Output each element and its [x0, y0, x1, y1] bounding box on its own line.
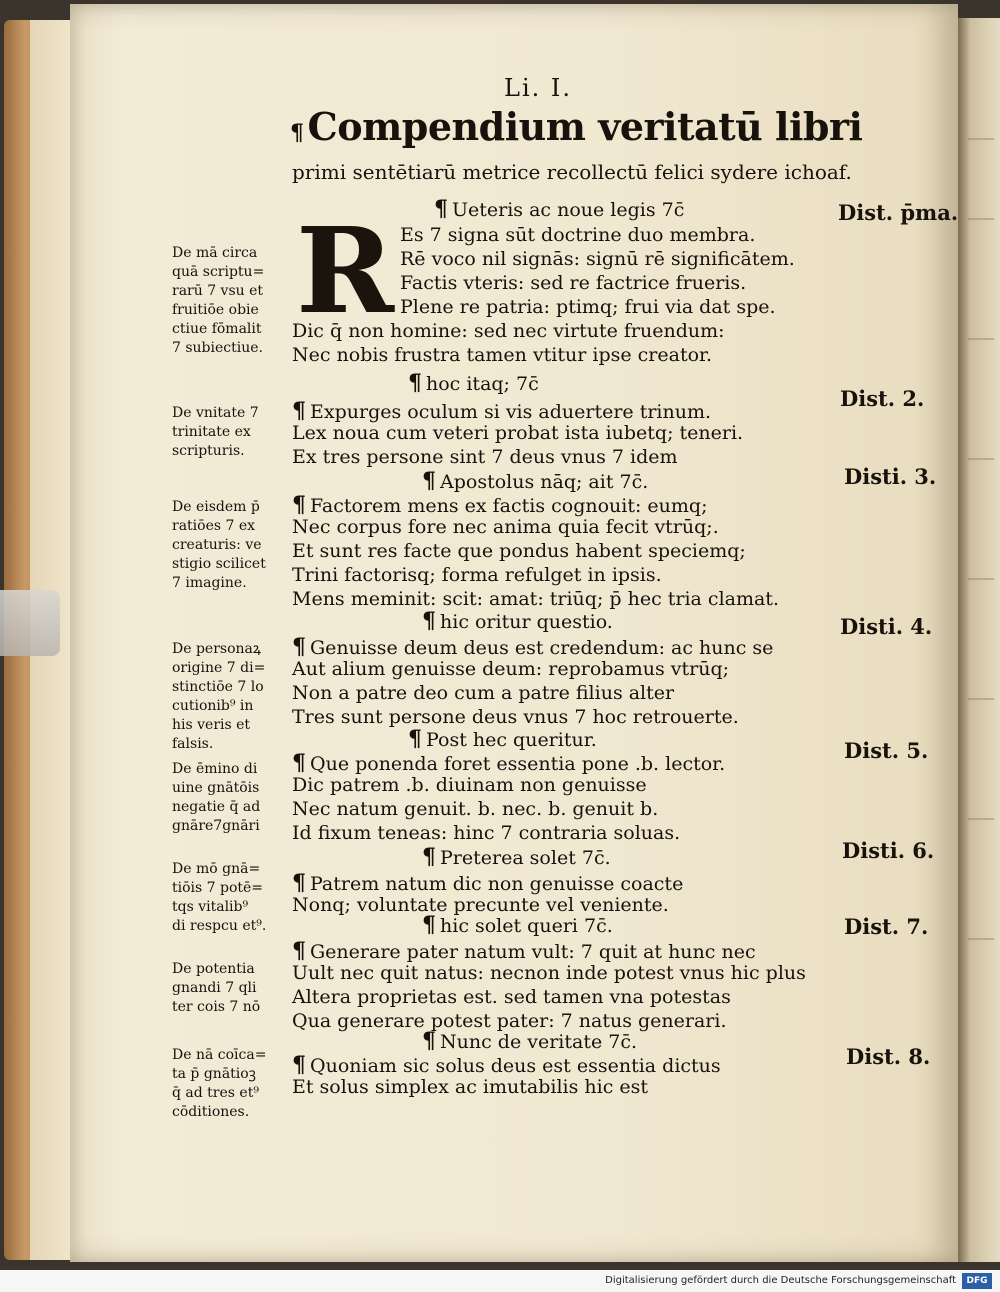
cue-line — [422, 1028, 637, 1054]
pilcrow-icon: ¶ — [422, 468, 436, 494]
margin-gloss — [172, 404, 259, 461]
gloss-line: creaturis: ve — [172, 537, 262, 553]
pilcrow-icon: ¶ — [292, 750, 306, 776]
verse-line: Id fixum teneas: hinc 7 contraria soluas. — [292, 822, 681, 844]
gloss-line: gnandi 7 qli — [172, 980, 257, 996]
cue-text: Preterea solet 7c̄. — [440, 847, 611, 869]
verse-line: Nec natum genuit. b. nec. b. genuit b. — [292, 798, 659, 820]
verse-line: Nec nobis frustra tamen vtitur ipse creator. — [292, 344, 713, 366]
verse-line — [292, 492, 707, 518]
pilcrow-icon: ¶ — [408, 726, 422, 752]
pilcrow-icon: ¶ — [290, 120, 304, 146]
verse-text: Genuisse deum deus est credendum: ac hunc se — [310, 637, 774, 659]
distinction-label: Disti. 3. — [844, 464, 937, 489]
pilcrow-icon: ¶ — [292, 492, 306, 518]
gloss-line: ter cois 7 nō — [172, 999, 261, 1015]
gloss-line: tqs vitalib⁹ — [172, 899, 249, 915]
cue-text: hic solet queri 7c̄. — [440, 915, 613, 937]
verse-line: Altera proprietas est. sed tamen vna potestas — [292, 986, 731, 1008]
margin-gloss — [172, 760, 260, 836]
margin-gloss — [172, 498, 266, 593]
margin-gloss — [172, 640, 265, 754]
page-clip — [0, 590, 60, 656]
gloss-line: rarū 7 vsu et — [172, 283, 264, 299]
verse-line: Nonq; voluntate precunte vel veniente. — [292, 894, 669, 916]
verse-line — [292, 938, 756, 964]
verse-line: Ex tres persone sint 7 deus vnus 7 idem — [292, 446, 678, 468]
funding-notice: Digitalisierung gefördert durch die Deutsche Forschungsgemeinschaft — [605, 1275, 956, 1286]
distinction-label: Dist. 7. — [844, 914, 929, 939]
pilcrow-icon: ¶ — [292, 634, 306, 660]
verse-line: Lex noua cum veteri probat ista iubetq; teneri. — [292, 422, 744, 444]
gloss-line: De nā coīca= — [172, 1047, 267, 1063]
verse-text: Generare pater natum vult: 7 quit at hunc nec — [310, 941, 756, 963]
pilcrow-icon: ¶ — [292, 398, 306, 424]
pilcrow-icon: ¶ — [422, 1028, 436, 1054]
verse-line — [292, 634, 773, 660]
gloss-line: De potentia — [172, 961, 255, 977]
cue-text: Nunc de veritate 7c̄. — [440, 1031, 638, 1053]
verse-line: Dic patrem .b. diuinam non genuisse — [292, 774, 647, 796]
book-page — [70, 4, 958, 1262]
gloss-line: origine 7 di= — [172, 660, 266, 676]
distinction-label: Dist. 2. — [840, 386, 925, 411]
verse-line: Trini factorisq; forma refulget in ipsis. — [292, 564, 662, 586]
pilcrow-icon: ¶ — [422, 608, 436, 634]
cue-text: Ueteris ac noue legis 7c̄ — [452, 199, 685, 221]
gloss-line: De ēmino di — [172, 761, 258, 777]
verse-line: Nec corpus fore nec anima quia fecit vtrūq;. — [292, 516, 719, 538]
cue-text: Post hec queritur. — [426, 729, 597, 751]
verse-line: Rē voco nil signās: signū rē significātem. — [400, 248, 795, 270]
gloss-line: gnāre7gnāri — [172, 818, 260, 834]
gloss-line: quā scriptu= — [172, 264, 265, 280]
verse-line: Qua generare potest pater: 7 natus generari. — [292, 1010, 727, 1032]
folio-number: Li. I. — [504, 74, 572, 102]
verse-line: Tres sunt persone deus vnus 7 hoc retrouerte. — [292, 706, 739, 728]
gloss-line: cōditiones. — [172, 1104, 250, 1120]
title-line-1: Compendium veritatū libri — [307, 104, 863, 149]
verse-line: Factis vteris: sed re factrice frueris. — [400, 272, 747, 294]
distinction-label: Disti. 4. — [840, 614, 933, 639]
cue-line — [422, 608, 613, 634]
verse-line: Mens meminit: scit: amat: triūq; p̄ hec tria clamat. — [292, 588, 779, 610]
verse-text: Quoniam sic solus deus est essentia dictus — [310, 1055, 721, 1077]
pilcrow-icon: ¶ — [292, 870, 306, 896]
gloss-line: fruitiōe obie — [172, 302, 259, 318]
verse-text: Que ponenda foret essentia pone .b. lector. — [310, 753, 726, 775]
verse-line — [292, 1052, 721, 1078]
cue-line — [422, 468, 648, 494]
verse-text: Factorem mens ex factis cognouit: eumq; — [310, 495, 708, 517]
cue-line — [422, 912, 613, 938]
page-title — [290, 104, 862, 149]
gloss-line: 7 imagine. — [172, 575, 247, 591]
distinction-label: Dist. 8. — [846, 1044, 931, 1069]
distinction-label: Disti. 6. — [842, 838, 935, 863]
verse-line — [292, 398, 711, 424]
dfg-logo: DFG — [962, 1273, 992, 1289]
facing-page-edge — [958, 18, 1000, 1262]
verse-line: Dic q̄ non homine: sed nec virtute fruendum: — [292, 320, 725, 342]
gloss-line: di respcu et⁹. — [172, 918, 267, 934]
gloss-line: his veris et — [172, 717, 251, 733]
gloss-line: scripturis. — [172, 443, 245, 459]
gloss-line: ratiōes 7 ex — [172, 518, 256, 534]
pilcrow-icon: ¶ — [422, 912, 436, 938]
gloss-line: ctiue fōmalit — [172, 321, 262, 337]
verse-line — [292, 870, 683, 896]
verse-line: Aut alium genuisse deum: reprobamus vtrūq; — [292, 658, 730, 680]
pilcrow-icon: ¶ — [292, 1052, 306, 1078]
cue-text: hoc itaq; 7c̄ — [426, 373, 539, 395]
pilcrow-icon: ¶ — [434, 196, 448, 222]
cue-text: hic oritur questio. — [440, 611, 613, 633]
verse-text: Patrem natum dic non genuisse coacte — [310, 873, 684, 895]
verse-line: Et sunt res facte que pondus habent speciemq; — [292, 540, 746, 562]
gloss-line: ta p̄ gnātioꝫ — [172, 1066, 256, 1082]
gloss-line: tiōis 7 potē= — [172, 880, 264, 896]
gloss-line: De eisdem p̄ — [172, 499, 260, 515]
gloss-line: 7 subiectiue. — [172, 340, 263, 356]
pilcrow-icon: ¶ — [422, 844, 436, 870]
verse-line: Et solus simplex ac imutabilis hic est — [292, 1076, 649, 1098]
pilcrow-icon: ¶ — [408, 370, 422, 396]
title-line-2: primi sentētiarū metrice recollectū felici sydere ichoaf. — [292, 160, 852, 184]
gloss-line: De personaꝝ — [172, 641, 261, 657]
distinction-label: Dist. p̄ma. — [838, 200, 959, 225]
verse-line: Es 7 signa sūt doctrine duo membra. — [400, 224, 756, 246]
cue-line — [408, 370, 539, 396]
margin-gloss — [172, 860, 266, 936]
margin-gloss — [172, 960, 260, 1017]
gloss-line: trinitate ex — [172, 424, 251, 440]
verse-line — [292, 750, 725, 776]
verse-text: Expurges oculum si vis aduertere trinum. — [310, 401, 712, 423]
gloss-line: cutionib⁹ in — [172, 698, 254, 714]
gloss-line: De mā circa — [172, 245, 258, 261]
gloss-line: uine gnātōis — [172, 780, 260, 796]
margin-gloss — [172, 1046, 266, 1122]
cue-line — [422, 844, 611, 870]
gloss-line: negatie q̄ ad — [172, 799, 261, 815]
initial-capital: R — [296, 201, 395, 340]
verse-line: Uult nec quit natus: necnon inde potest vnus hic plus — [292, 962, 806, 984]
margin-gloss — [172, 244, 264, 358]
pilcrow-icon: ¶ — [292, 938, 306, 964]
cue-line — [434, 196, 684, 222]
gloss-line: q̄ ad tres et⁹ — [172, 1085, 259, 1101]
verse-line: Non a patre deo cum a patre filius alter — [292, 682, 675, 704]
gloss-line: falsis. — [172, 736, 214, 752]
cue-line — [408, 726, 597, 752]
gloss-line: De vnitate 7 — [172, 405, 259, 421]
verse-line: Plene re patria: ptimq; frui via dat spe. — [400, 296, 776, 318]
cue-text: Apostolus nāq; ait 7c̄. — [440, 471, 649, 493]
gloss-line: De mō gnā= — [172, 861, 261, 877]
distinction-label: Dist. 5. — [844, 738, 929, 763]
gloss-line: stigio scilicet — [172, 556, 266, 572]
gloss-line: stinctiōe 7 lo — [172, 679, 264, 695]
